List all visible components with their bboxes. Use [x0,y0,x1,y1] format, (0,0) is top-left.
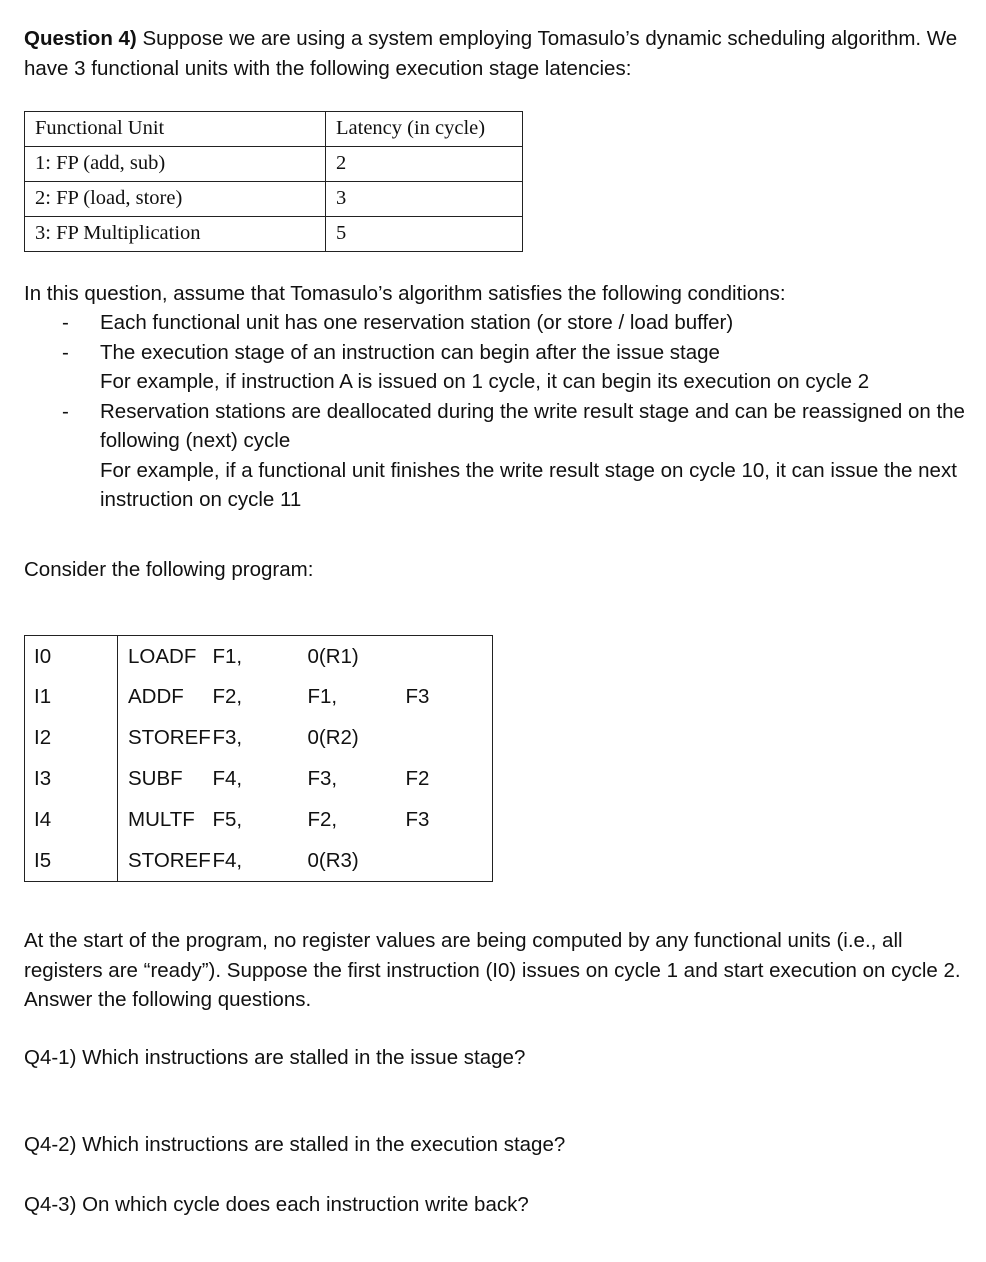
instruction-operand-2: 0(R3) [307,849,359,872]
unit-latency: 3 [326,182,523,217]
header-functional-unit: Functional Unit [25,112,326,147]
conditions-list [24,308,974,515]
start-paragraph: At the start of the program, no register values are being computed by any functional units (i.e., all registers are “ready”). Suppose the first instruction (I0) issues on cycle 1 and start execution on cycle 2. Answer the following questions. [24,929,961,1011]
instruction-opcode: LOADF [128,644,197,668]
table-row [25,182,523,217]
condition-text: Reservation stations are deallocated during the write result stage and can be reassigned on the following (next) cycle [100,399,965,452]
instruction-operand-3 [406,841,493,882]
instruction-operand-3 [406,718,493,759]
instruction-operand-1: F5, [212,808,243,832]
instruction-operand-1: F3, [212,726,243,750]
unit-latency: 2 [326,147,523,182]
conditions-intro: In this question, assume that Tomasulo’s algorithm satisfies the following conditions: [24,282,786,305]
instruction-opcode: ADDF [128,685,184,709]
header-latency: Latency (in cycle) [326,112,523,147]
unit-name: 3: FP Multiplication [25,217,326,252]
instruction-opcode: STOREF [128,726,211,750]
table-header-row [25,112,523,147]
table-row [25,147,523,182]
table-row [25,759,493,800]
instruction-operand-2: F3, [307,767,338,791]
table-row [25,718,493,759]
instruction-operand-3: F3 [405,808,430,832]
instruction-operand-2: F2, [307,808,338,832]
instruction-label: I0 [25,636,118,677]
condition-item [24,397,974,515]
instruction-opcode: STOREF [128,849,211,872]
instruction-label: I4 [25,800,118,841]
list-dash: - [62,311,69,334]
instruction-operand-2: 0(R1) [307,644,359,668]
functional-unit-table [24,111,523,252]
unit-latency: 5 [326,217,523,252]
condition-text: Each functional unit has one reservation station (or store / load buffer) [100,311,734,334]
question-intro [24,24,974,83]
instruction-opcode: MULTF [128,808,195,832]
condition-example: For example, if instruction A is issued on 1 cycle, it can begin its execution on cycle 2 [100,370,870,393]
instruction-opcode: SUBF [128,767,183,791]
instruction-label: I3 [25,759,118,800]
table-row [25,636,493,677]
instruction-label: I2 [25,718,118,759]
instruction-operand-1: F2, [212,685,243,709]
instruction-operand-3: F2 [405,767,430,791]
condition-text: The execution stage of an instruction can begin after the issue stage [100,340,720,364]
instruction-operand-2: 0(R2) [307,726,359,750]
program-intro: Consider the following program: [24,558,314,581]
instruction-operand-3: F3 [405,685,430,709]
instruction-operand-2: F1, [307,685,338,709]
table-row [25,841,493,882]
condition-item [24,308,974,338]
table-row [25,677,493,718]
condition-item [24,338,974,397]
table-row [25,217,523,252]
list-dash: - [62,340,69,364]
question-label: Question 4) [24,27,137,50]
instruction-operand-1: F4, [212,849,243,872]
table-row [25,800,493,841]
instruction-operand-1: F1, [212,644,243,668]
question-4-2: Q4-2) Which instructions are stalled in the execution stage? [24,1133,566,1156]
question-4-1: Q4-1) Which instructions are stalled in the issue stage? [24,1046,526,1069]
instruction-operand-3 [406,636,493,677]
unit-name: 2: FP (load, store) [25,182,326,217]
question-intro-text: Suppose we are using a system employing Tomasulo’s dynamic scheduling algorithm. We have 3 functional units with the following execution stage latencies: [24,27,958,80]
instruction-label: I1 [25,677,118,718]
list-dash: - [62,399,69,423]
instruction-operand-1: F4, [212,767,243,791]
instruction-label: I5 [25,841,118,882]
condition-example: For example, if a functional unit finishes the write result stage on cycle 10, it can issue the next instruction on cycle 11 [100,458,957,511]
unit-name: 1: FP (add, sub) [25,147,326,182]
question-4-3: Q4-3) On which cycle does each instruction write back? [24,1193,529,1216]
program-table [24,635,493,882]
